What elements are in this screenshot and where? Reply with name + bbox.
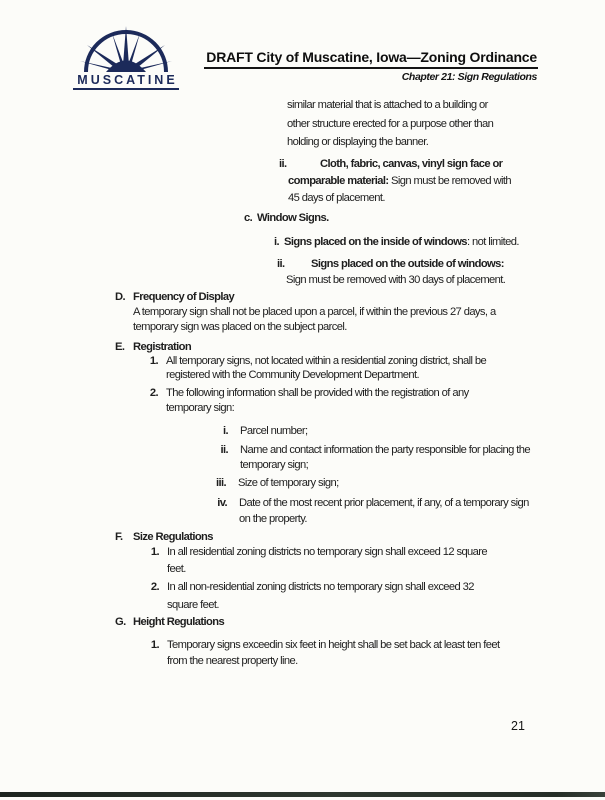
section-marker: E. xyxy=(115,341,125,353)
list-item-size-1 xyxy=(150,544,488,578)
text-line: Name and contact information the party responsible for placing the xyxy=(240,444,530,456)
section-heading-frequency xyxy=(115,289,235,305)
list-item-parcel-number xyxy=(222,423,308,439)
text-line: In all non-residential zoning districts no temporary sign shall exceed 32 xyxy=(167,581,474,593)
text-line: registered with the Community Development Department. xyxy=(166,369,419,382)
section-marker: G. xyxy=(115,616,126,628)
text-line: other structure erected for a purpose other than xyxy=(287,117,494,130)
list-marker: c. xyxy=(244,212,253,224)
page-number: 21 xyxy=(511,719,525,733)
text-line: Size of temporary sign; xyxy=(238,477,339,489)
text-line: A temporary sign shall not be placed upon a parcel, if within the previous 27 days, a xyxy=(133,306,496,318)
section-title: Frequency of Display xyxy=(133,291,235,303)
logo-underline xyxy=(73,88,179,90)
list-item-window-signs-heading xyxy=(244,210,329,226)
list-item-window-inside xyxy=(274,234,519,250)
document-title: DRAFT City of Muscatine, Iowa—Zoning Ordinance xyxy=(206,49,537,65)
list-marker: i. xyxy=(222,425,228,437)
list-marker: ii. xyxy=(220,444,228,456)
text-line: from the nearest property line. xyxy=(167,654,298,667)
text-line: Cloth, fabric, canvas, vinyl sign face or xyxy=(320,158,503,170)
text-line: holding or displaying the banner. xyxy=(287,136,429,148)
text-line: on the property. xyxy=(239,512,307,525)
text-line: The following information shall be provided with the registration of any xyxy=(166,387,469,399)
list-marker: 1. xyxy=(150,546,159,558)
text-line: temporary sign; xyxy=(240,459,309,471)
paragraph-continuation xyxy=(287,96,493,152)
section-heading-height xyxy=(115,614,225,630)
subsection-label: Window Signs. xyxy=(257,212,329,224)
city-logo xyxy=(73,26,179,90)
paragraph-frequency xyxy=(133,305,496,335)
list-item-size-2 xyxy=(150,579,474,614)
text-line: Signs placed on the outside of windows: xyxy=(311,258,504,270)
text-line: Date of the most recent prior placement, if any, of a temporary sign xyxy=(239,497,529,509)
text-line: Signs placed on the inside of windows: not limited. xyxy=(284,236,519,248)
logo-seal-icon xyxy=(73,26,179,73)
list-marker: ii. xyxy=(277,258,285,270)
list-marker: 2. xyxy=(150,581,159,593)
text-line: temporary sign was placed on the subject parcel. xyxy=(133,320,347,333)
text-line: Temporary signs exceedin six feet in height shall be set back at least ten feet xyxy=(167,639,500,651)
list-item-height-1 xyxy=(150,638,500,670)
list-item-banner-material xyxy=(279,156,511,206)
scan-edge-artifact xyxy=(0,792,605,797)
section-heading-size xyxy=(115,529,213,545)
text-line: temporary sign: xyxy=(166,402,235,414)
section-marker: F. xyxy=(115,531,123,543)
title-underline xyxy=(204,67,538,69)
text-line: similar material that is attached to a building or xyxy=(287,99,488,111)
list-marker: iii. xyxy=(215,477,226,489)
text-line: Parcel number; xyxy=(240,425,308,437)
list-marker: 1. xyxy=(149,355,158,367)
list-item-name-contact xyxy=(220,443,530,473)
list-item-registration-2 xyxy=(149,386,469,416)
list-marker: 2. xyxy=(149,387,158,399)
section-heading-registration xyxy=(115,339,192,355)
section-title: Registration xyxy=(133,341,192,353)
list-marker: 1. xyxy=(150,639,159,651)
list-marker: i. xyxy=(274,236,280,248)
text-line: All temporary signs, not located within a residential zoning district, shall be xyxy=(166,355,487,367)
list-item-registration-1 xyxy=(149,354,487,383)
list-item-prior-placement xyxy=(217,496,529,527)
section-title: Height Regulations xyxy=(133,616,225,628)
text-line: feet. xyxy=(167,563,186,575)
list-item-window-outside xyxy=(277,257,506,289)
section-title: Size Regulations xyxy=(133,531,213,543)
text-line: Sign must be removed with 30 days of placement. xyxy=(286,273,506,286)
document-subtitle: Chapter 21: Sign Regulations xyxy=(401,71,537,83)
text-line: 45 days of placement. xyxy=(288,191,385,204)
text-line: square feet. xyxy=(167,598,219,611)
list-item-size-of-sign xyxy=(215,475,339,491)
logo-name: MUSCATINE xyxy=(77,73,178,87)
text-line: In all residential zoning districts no temporary sign shall exceed 12 square xyxy=(167,546,488,558)
text-line: comparable material: Sign must be removed with xyxy=(288,174,511,187)
section-marker: D. xyxy=(115,291,125,303)
list-marker: ii. xyxy=(279,158,287,170)
list-marker: iv. xyxy=(217,497,227,509)
